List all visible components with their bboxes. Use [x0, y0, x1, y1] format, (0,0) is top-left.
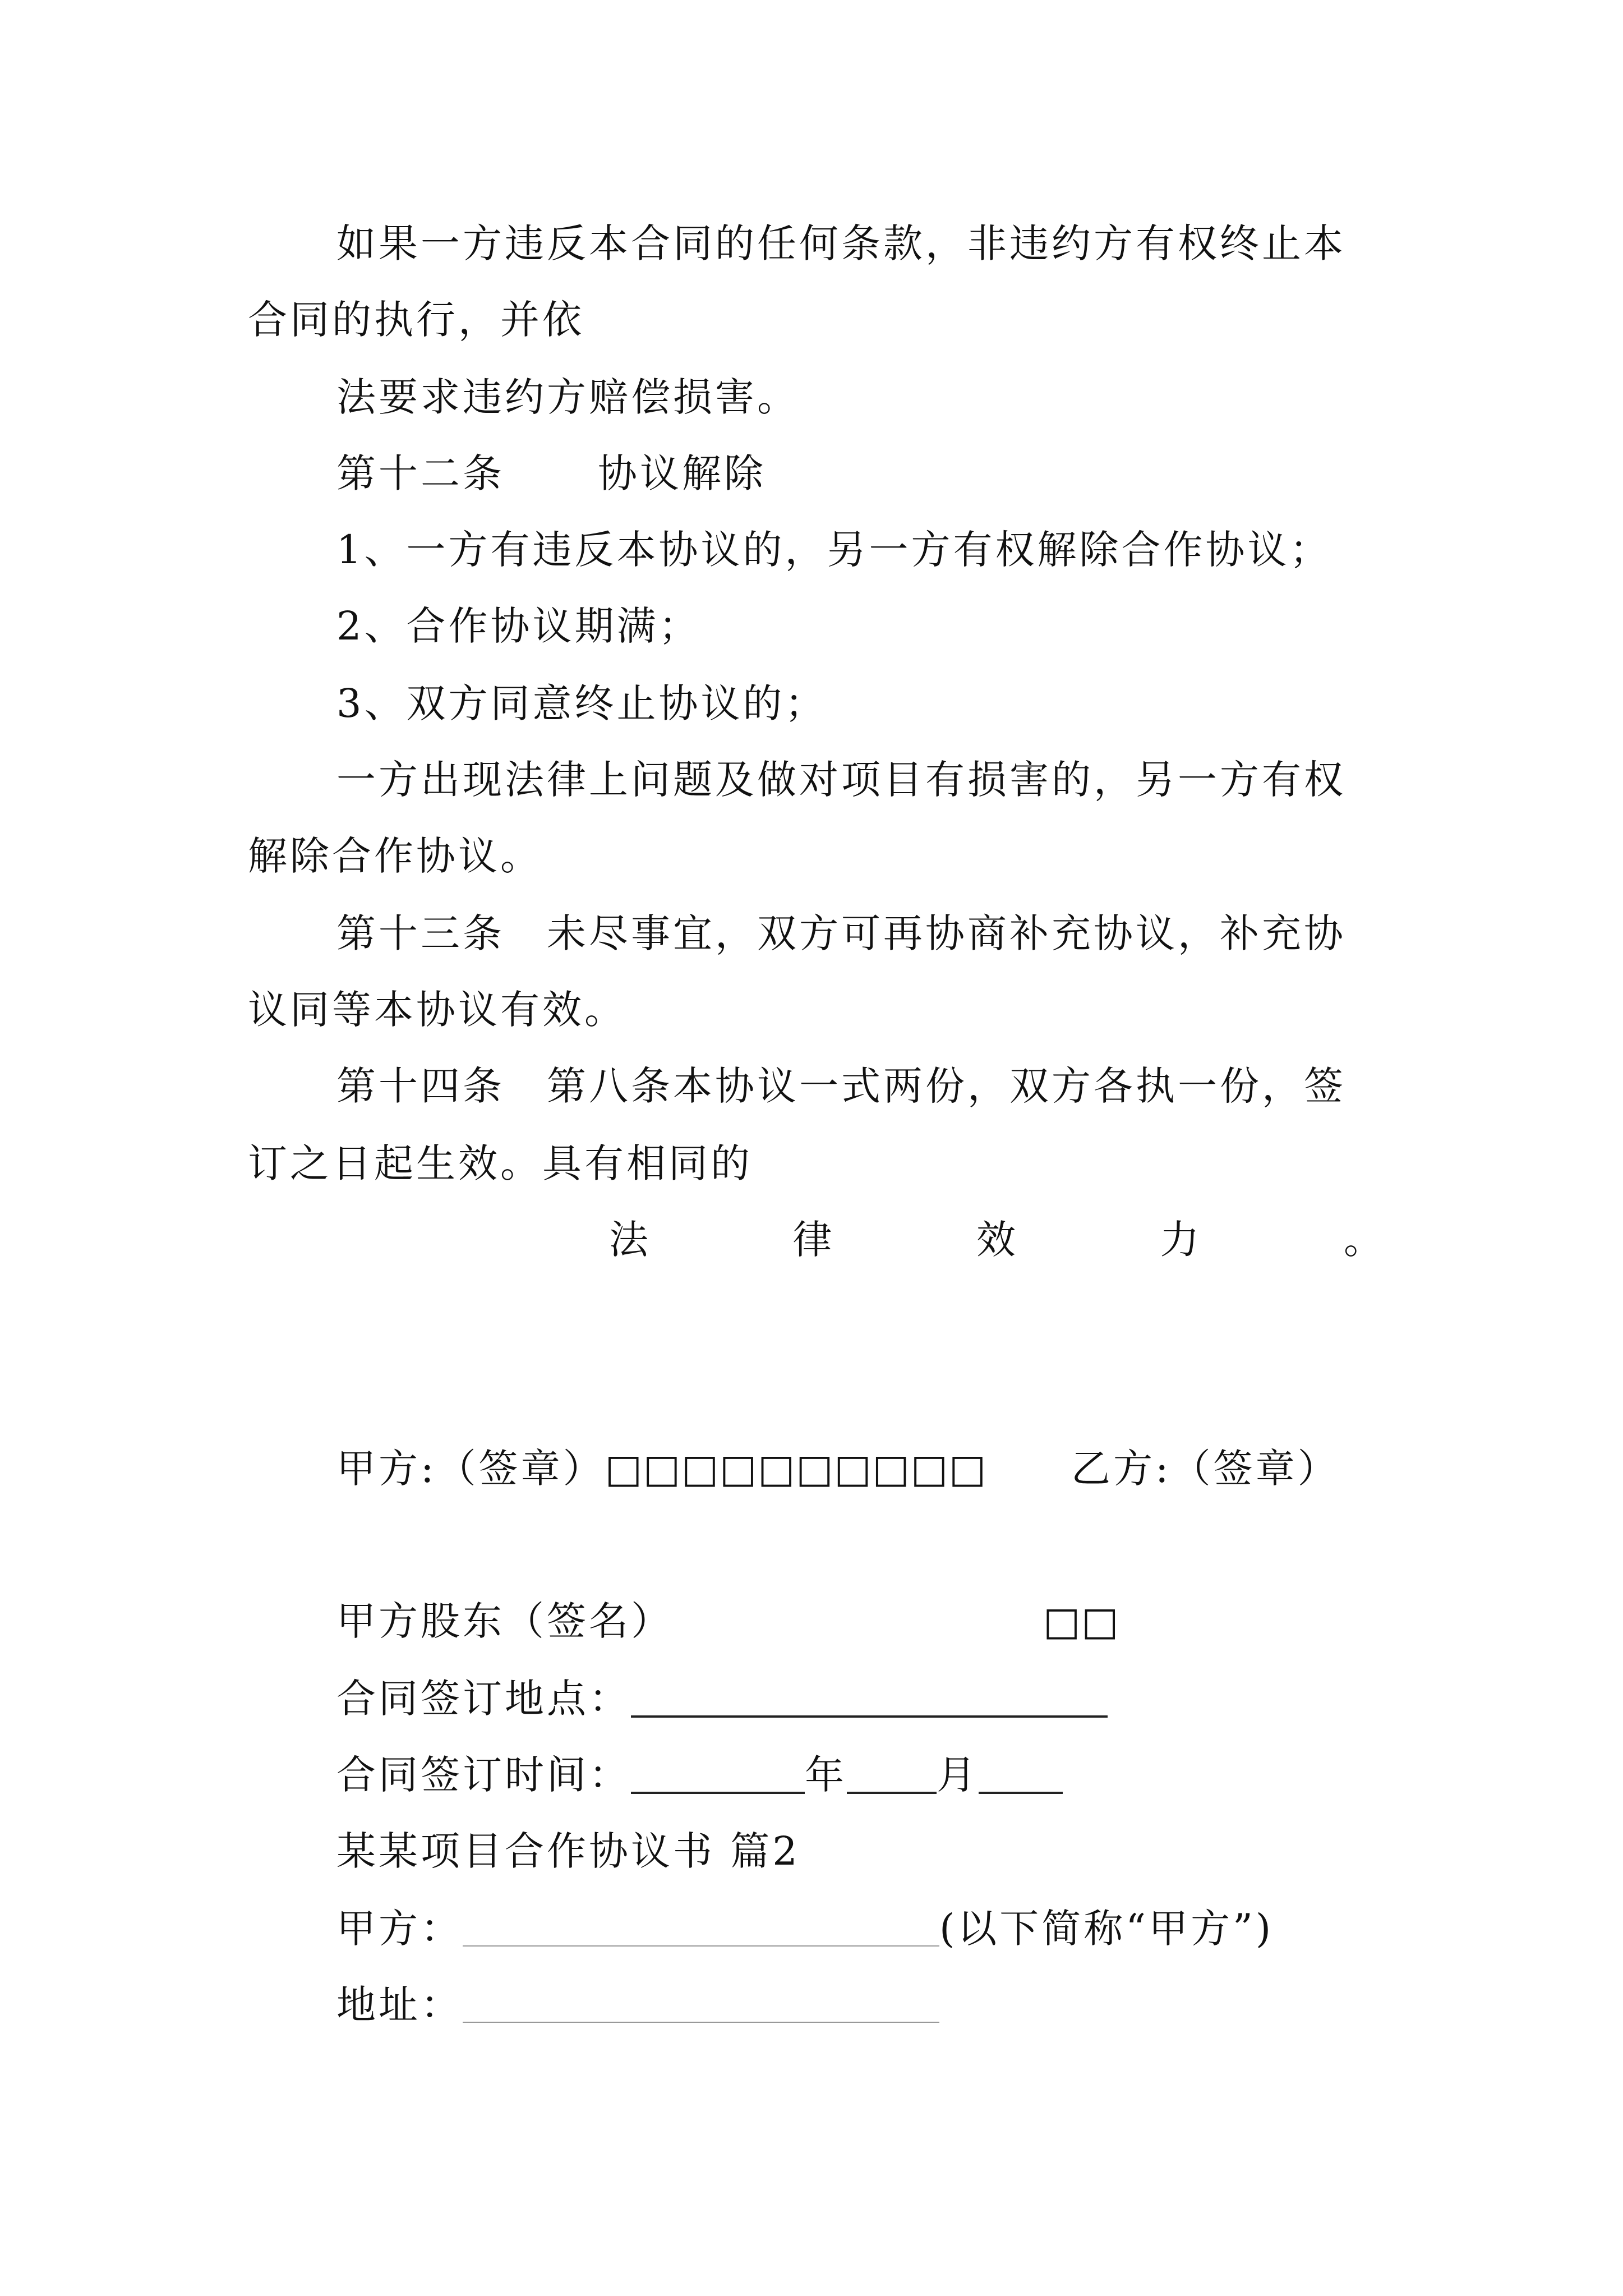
paragraph-line: 第十四条 第八条本协议一式两份，双方各执一份，签: [336, 1063, 1346, 1109]
paragraph-line: 订之日起生效。具有相同的: [248, 1140, 753, 1186]
placeholder-boxes: □□: [1043, 1598, 1120, 1644]
paragraph-line: 法要求违约方赔偿损害。: [336, 374, 799, 420]
list-item: 1、一方有违反本协议的，另一方有权解除合作协议；: [336, 527, 1332, 573]
party-a-suffix: (以下简称“甲方”): [939, 1906, 1274, 1952]
char: 法: [609, 1217, 648, 1263]
shareholder-label: 甲方股东（签名）: [336, 1598, 673, 1644]
party-a-blank: [463, 1902, 939, 1947]
party-a-signature-label: 甲方:（签章）: [336, 1446, 605, 1492]
article-heading: [336, 447, 1380, 500]
address-blank: [463, 1978, 939, 2023]
article-title: 协议解除: [598, 450, 766, 496]
shareholder-signature-line: [336, 1594, 1380, 1648]
year-blank: [631, 1748, 805, 1794]
address-label: 地址：: [336, 1982, 463, 2028]
char: 效: [976, 1217, 1016, 1263]
party-b-signature-label: 乙方:（签章）: [1071, 1446, 1340, 1492]
paragraph-line: 一方出现法律上问题及做对项目有损害的，另一方有权: [336, 757, 1346, 803]
signing-place-line: [336, 1672, 1380, 1726]
section-title: 某某项目合作协议书 篇2: [336, 1828, 800, 1874]
list-item: 3、双方同意终止协议的；: [336, 680, 827, 726]
party-a-label: 甲方：: [336, 1906, 463, 1952]
char: 。: [1344, 1217, 1383, 1263]
paragraph-line: 解除合作协议。: [248, 833, 542, 879]
char: 律: [792, 1217, 832, 1263]
paragraph-line: 第十三条 未尽事宜，双方可再协商补充协议，补充协: [336, 910, 1346, 956]
signing-time-line: [336, 1748, 1380, 1802]
signing-place-blank: [631, 1672, 1108, 1718]
year-label: 年: [805, 1752, 847, 1798]
paragraph-line: 合同的执行，并依: [248, 297, 584, 343]
paragraph-line: 如果一方违反本合同的任何条款，非违约方有权终止本: [336, 220, 1346, 266]
article-number: 第十二条: [336, 450, 505, 496]
signing-place-label: 合同签订地点：: [336, 1676, 631, 1722]
month-blank: [847, 1748, 937, 1794]
paragraph-line: 议同等本协议有效。: [248, 987, 626, 1033]
month-label: 月: [937, 1752, 979, 1798]
justified-line: [609, 1213, 1383, 1267]
party-a-line: [336, 1902, 1380, 1955]
signing-time-label: 合同签订时间：: [336, 1752, 631, 1798]
char: 力: [1160, 1217, 1200, 1263]
placeholder-boxes: □□□□□□□□□□: [605, 1446, 987, 1492]
address-line: [336, 1978, 1380, 2032]
list-item: 2、合作协议期满；: [336, 603, 701, 649]
signature-line-parties: [336, 1442, 1380, 1496]
day-blank: [979, 1748, 1063, 1794]
